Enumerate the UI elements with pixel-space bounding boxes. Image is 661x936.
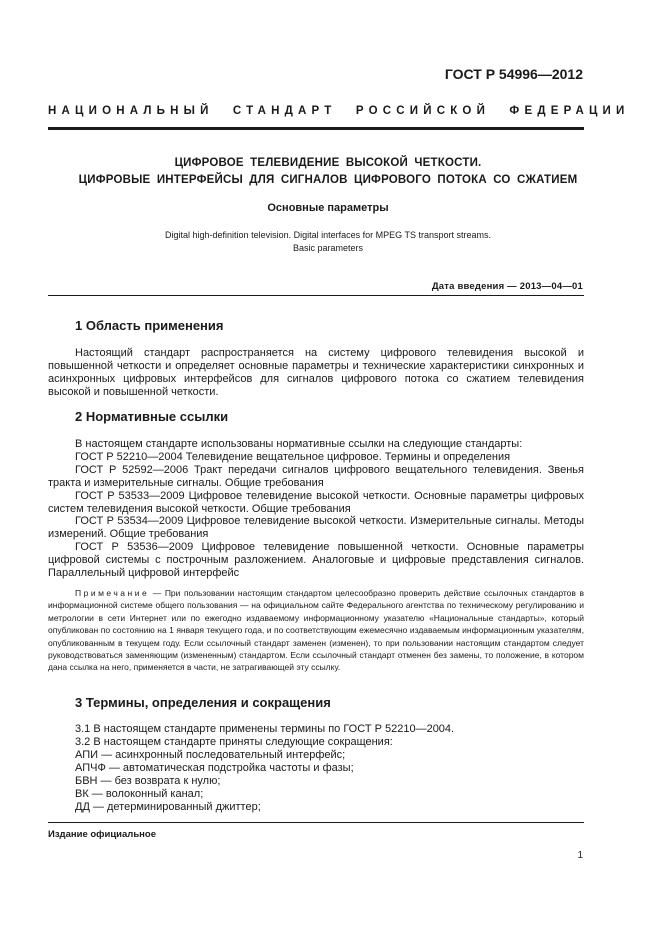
list-item: 3.2 В настоящем стандарте приняты следующие сокращения: <box>75 736 393 748</box>
reference-item: ГОСТ Р 53536—2009 Цифровое телевидение повышенной четкости. Основные параметры цифровой системы с построчным разложением. Аналоговые и цифровые представления сигналов. Параллельный цифровой интерфейс <box>48 541 584 580</box>
reference-item: ГОСТ Р 52592—2006 Тракт передачи сигналов цифрового вещательного телевидения. Звенья тракта и измерительные сигналы. Общие требования <box>48 463 584 489</box>
section-3-list <box>75 723 454 814</box>
page-number: 1 <box>577 850 583 861</box>
note-label: Примечание <box>75 588 150 598</box>
english-title-line-2: Basic parameters <box>292 243 364 253</box>
title-line-1: ЦИФРОВОЕ ТЕЛЕВИДЕНИЕ ВЫСОКОЙ ЧЕТКОСТИ. <box>174 157 482 169</box>
list-item: БВН — без возврата к нулю; <box>75 775 221 787</box>
footer-rule <box>48 822 584 823</box>
list-item: АПИ — асинхронный последовательный интерфейс; <box>75 749 346 761</box>
section-1-heading: 1 Область применения <box>75 318 224 333</box>
section-2-body <box>48 438 584 580</box>
note-text: — При пользовании настоящим стандартом целесообразно проверить действие ссылочных стандартов в информационной системе общего пользования — на официальном сайте Федерального агентства по техническому регулированию и метрологии в сети Интернет или по ежегодно издаваемому информационному указателю «Национальные стандарты», который опубликован по состоянию на 1 января текущего года, и по соответствующим ежемесячно издаваемым информационным указателям, опубликованным в текущем году. Если ссылочный стандарт заменен (изменен), то при пользовании настоящим стандартом следует руководствоваться заменяющим (измененным) стандартом. Если ссылочный стандарт отменен без замены, то положение, в котором дана ссылка на него, применяется в части, не затрагивающей эту ссылку. <box>48 588 584 673</box>
list-item: ВК — волоконный канал; <box>75 788 204 800</box>
document-title <box>48 155 608 189</box>
list-item: АПЧФ — автоматическая подстройка частоты и фазы; <box>75 762 354 774</box>
introduction-date: Дата введения — 2013—04—01 <box>431 281 583 292</box>
references-intro: В настоящем стандарте использованы нормативные ссылки на следующие стандарты: <box>75 438 523 450</box>
section-1-paragraph: Настоящий стандарт распространяется на систему цифрового телевидения высокой и повышенной четкости и определяет основные параметры и технические характеристики синхронных и асинхронных цифровых интерфейсов для сигналов цифрового потока со сжатием телевидения высокой и повышенной четкости. <box>48 347 584 398</box>
official-edition-label: Издание официальное <box>48 829 156 840</box>
section-3-heading: 3 Термины, определения и сокращения <box>75 695 331 710</box>
reference-item: ГОСТ Р 53534—2009 Цифровое телевидение высокой четкости. Измерительные сигналы. Методы измерений. Общие требования <box>48 515 584 541</box>
header-rule <box>48 127 584 130</box>
reference-item: ГОСТ Р 52210—2004 Телевидение вещательное цифровое. Термины и определения <box>75 450 511 463</box>
english-title-line-1: Digital high-definition television. Digital interfaces for MPEG TS transport streams. <box>165 230 491 240</box>
document-code: ГОСТ Р 54996—2012 <box>444 66 583 82</box>
date-rule <box>48 295 584 296</box>
section-2-heading: 2 Нормативные ссылки <box>75 409 229 424</box>
section-1-body <box>48 347 584 399</box>
document-subtitle: Основные параметры <box>267 202 389 214</box>
note-block <box>48 587 584 674</box>
list-item: 3.1 В настоящем стандарте применены термины по ГОСТ Р 52210—2004. <box>75 723 455 735</box>
list-item: ДД — детерминированный джиттер; <box>75 801 261 813</box>
note-paragraph <box>48 587 584 674</box>
english-title <box>48 229 608 255</box>
title-line-2: ЦИФРОВЫЕ ИНТЕРФЕЙСЫ ДЛЯ СИГНАЛОВ ЦИФРОВОГО ПОТОКА СО СЖАТИЕМ <box>78 174 578 186</box>
reference-item: ГОСТ Р 53533—2009 Цифровое телевидение высокой четкости. Основные параметры цифровых систем телевидения высокой четкости. Общие требования <box>48 489 584 515</box>
national-standard-banner: НАЦИОНАЛЬНЫЙ СТАНДАРТ РОССИЙСКОЙ ФЕДЕРАЦИИ <box>48 105 630 117</box>
